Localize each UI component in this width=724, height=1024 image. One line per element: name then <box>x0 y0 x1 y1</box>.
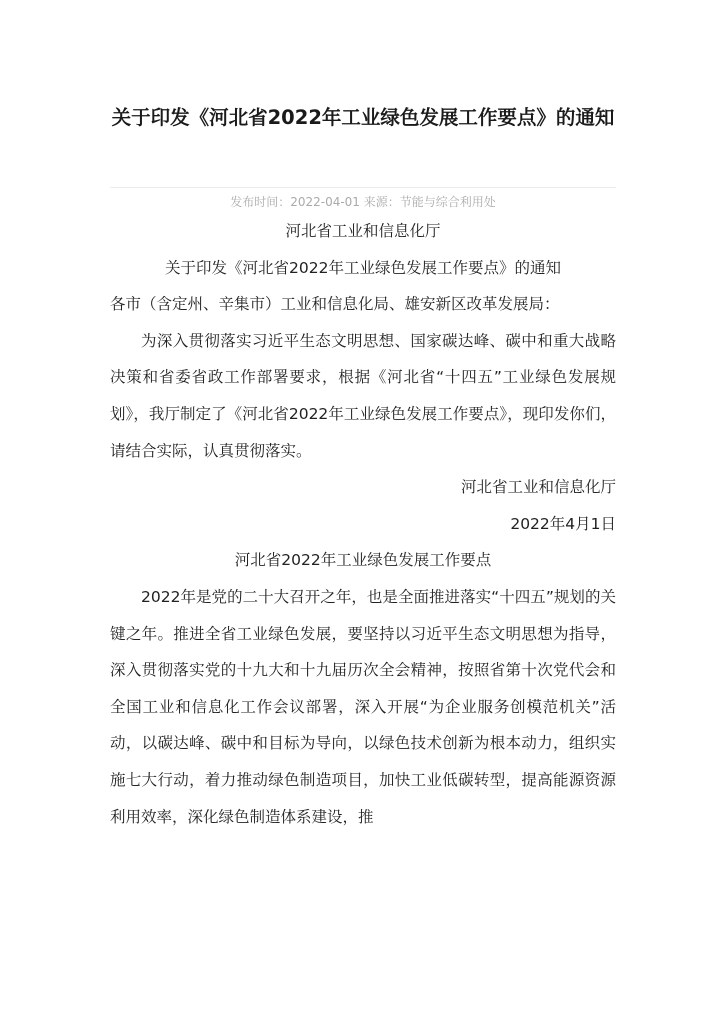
notice-title: 关于印发《河北省2022年工业绿色发展工作要点》的通知 <box>165 258 561 277</box>
issuer-line: 河北省工业和信息化厅 <box>285 222 441 240</box>
title-divider <box>110 187 616 188</box>
addressee-line: 各市（含定州、辛集市）工业和信息化局、雄安新区改革发展局： <box>110 295 560 314</box>
body-paragraph: 为深入贯彻落实习近平生态文明思想、国家碳达峰、碳中和重大战略决策和省委省政工作部署要求，根据《河北省“十四五”工业绿色发展规划》，我厅制定了《河北省2022年工业绿色发展工作要点》，现印发你们，请结合实际，认真贯彻落实。 <box>110 331 616 460</box>
article-meta <box>110 193 616 211</box>
source-label: 来源： <box>363 195 400 209</box>
sign-date: 2022年4月1日 <box>510 514 616 533</box>
publish-date: 2022-04-01 <box>290 195 360 209</box>
publish-label: 发布时间： <box>230 195 291 209</box>
article-title: 关于印发《河北省2022年工业绿色发展工作要点》的通知 <box>111 106 615 129</box>
attachment-title: 河北省2022年工业绿色发展工作要点 <box>234 551 492 570</box>
signature-line: 河北省工业和信息化厅 <box>460 478 616 497</box>
article-body <box>110 213 616 835</box>
source-name: 节能与综合利用处 <box>399 195 496 209</box>
attachment-paragraph: 2022年是党的二十大召开之年，也是全面推进落实“十四五”规划的关键之年。推进全省工业绿色发展，要坚持以习近平生态文明思想为指导，深入贯彻落实党的十九大和十九届历次全会精神，按照省第十次党代会和全国工业和信息化工作会议部署，深入开展“为企业服务创模范机关”活动，以碳达峰、碳中和目标为导向，以绿色技术创新为根本动力，组织实施七大行动，着力推动绿色制造项目，加快工业低碳转型，提高能源资源利用效率，深化绿色制造体系建设，推 <box>110 587 616 826</box>
